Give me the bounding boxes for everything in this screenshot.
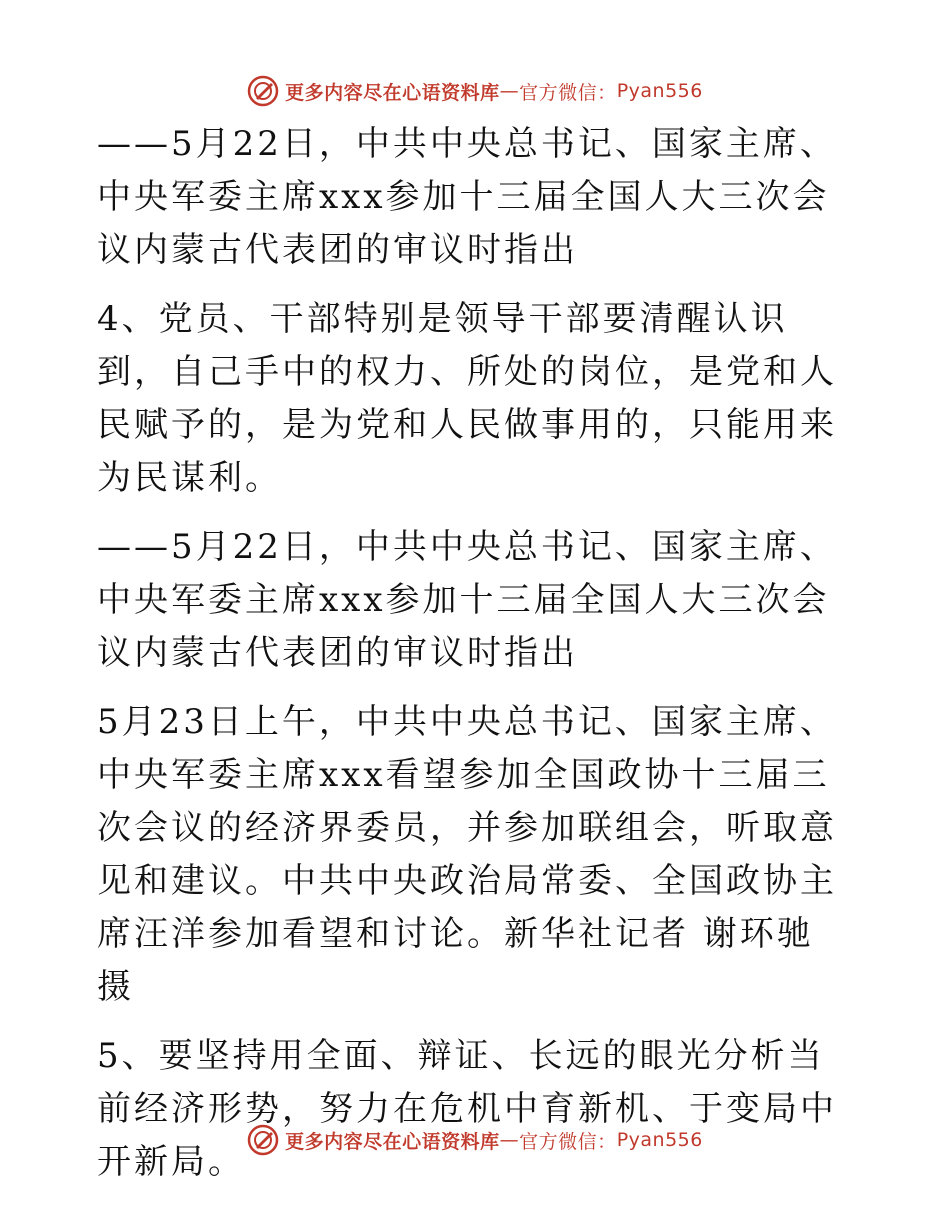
document-body bbox=[97, 118, 857, 1205]
banner-official-label: 官方微信： bbox=[519, 81, 617, 104]
brand-logo-icon bbox=[247, 75, 279, 107]
banner-wechat-id: Pyan556 bbox=[616, 1129, 703, 1151]
paragraph-attribution-2: ——5月22日，中共中央总书记、国家主席、中央军委主席xxx参加十三届全国人大三次会议内蒙古代表团的审议时指出 bbox=[97, 527, 837, 673]
paragraph-attribution-1: ——5月22日，中共中央总书记、国家主席、中央军委主席xxx参加十三届全国人大三次会议内蒙古代表团的审议时指出 bbox=[97, 124, 837, 270]
banner-wechat-id: Pyan556 bbox=[616, 80, 703, 102]
paragraph-point-4: 4、党员、干部特别是领导干部要清醒认识到，自己手中的权力、所处的岗位，是党和人民赋予的，是为党和人民做事用的，只能用来为民谋利。 bbox=[97, 299, 837, 498]
footer-watermark-banner bbox=[0, 1120, 950, 1160]
header-watermark-banner bbox=[0, 71, 950, 111]
banner-main-text: 更多内容尽在心语资料库 bbox=[285, 81, 500, 104]
banner-dash: — bbox=[499, 80, 520, 102]
banner-official-label: 官方微信： bbox=[519, 1130, 617, 1153]
banner-main-text: 更多内容尽在心语资料库 bbox=[285, 1130, 500, 1153]
brand-logo-icon bbox=[247, 1124, 279, 1156]
paragraph-photo-caption: 5月23日上午，中共中央总书记、国家主席、中央军委主席xxx看望参加全国政协十三届三次会议的经济界委员，并参加联组会，听取意见和建议。中共中央政治局常委、全国政协主席汪洋参加看望和讨论。新华社记者 谢环驰 摄 bbox=[97, 702, 837, 1007]
banner-dash: — bbox=[499, 1129, 520, 1151]
paragraph-point-5: 5、要坚持用全面、辩证、长远的眼光分析当前经济形势，努力在危机中育新机、于变局中开新局。 bbox=[97, 1036, 837, 1182]
